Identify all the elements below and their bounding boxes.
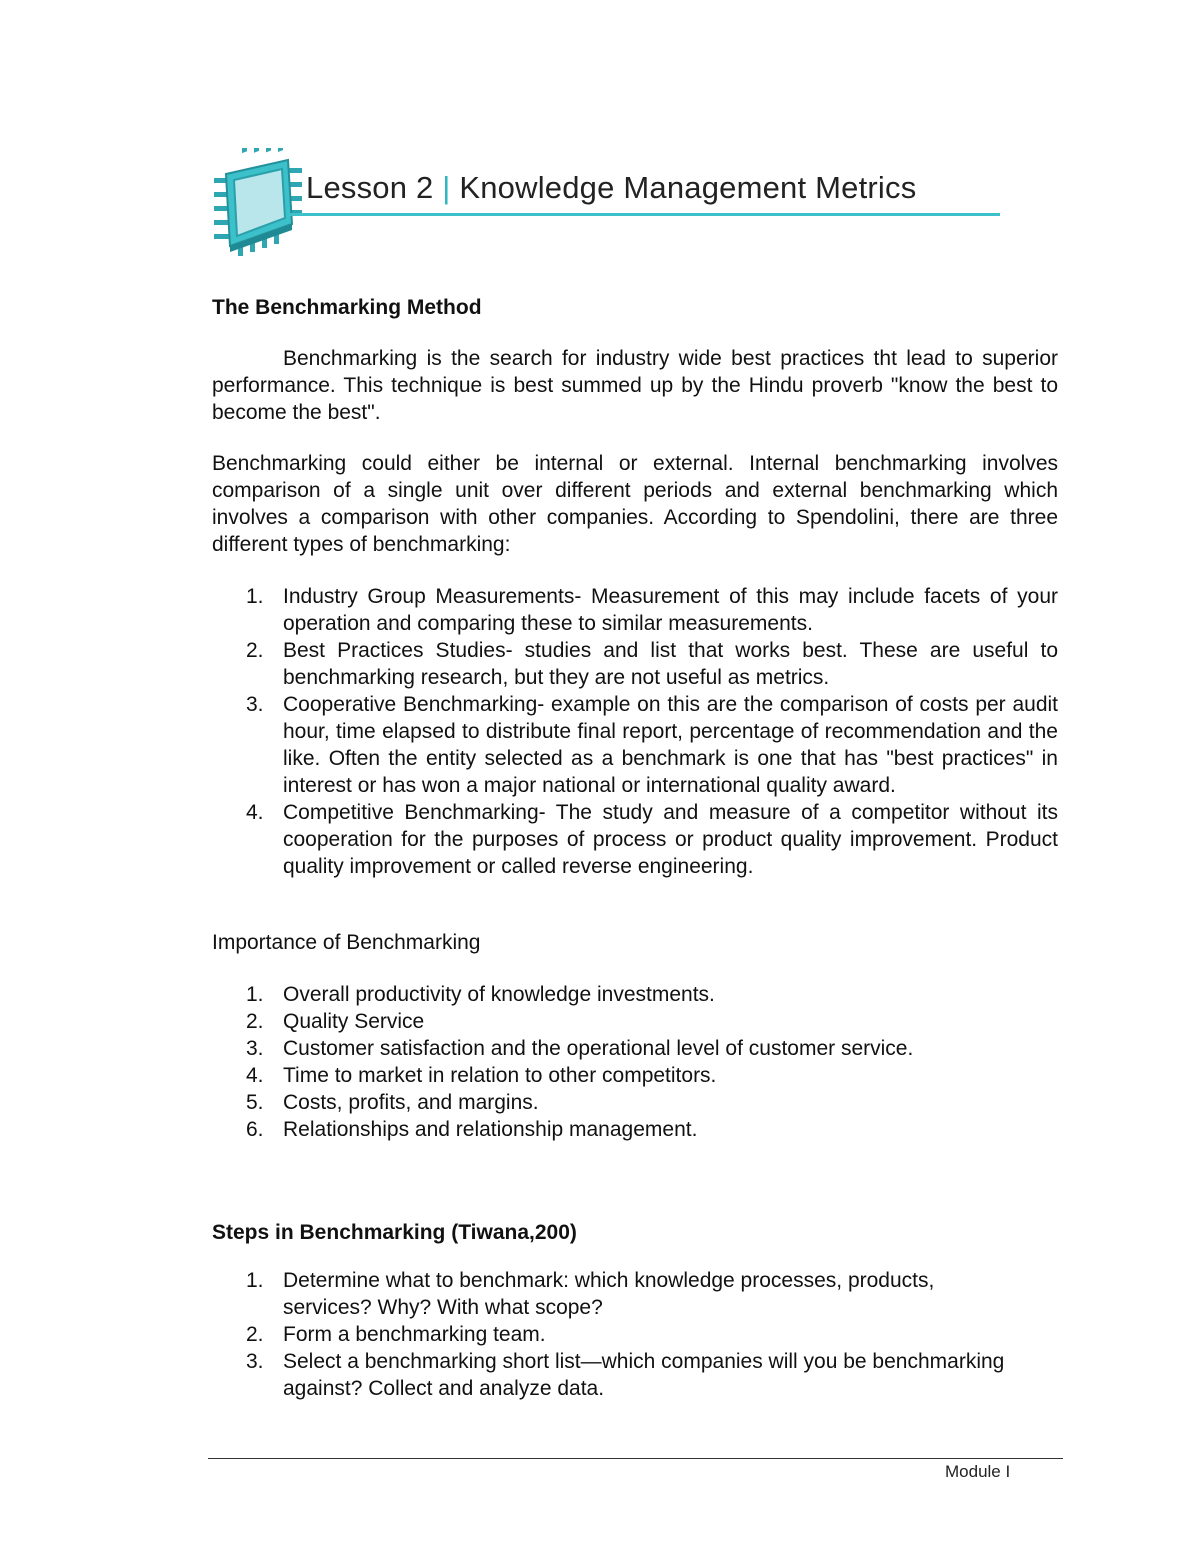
list-item: 4. Competitive Benchmarking- The study and measure of a competitor without its cooperation for the purposes of process or product quality improvement. Product quality improvement or called reverse engineering. <box>246 801 1058 878</box>
processor-chip-icon <box>212 148 304 260</box>
list-item: 5. Costs, profits, and margins. <box>246 1091 539 1114</box>
steps-list <box>212 1267 1012 1402</box>
list-item: 3. Cooperative Benchmarking- example on this are the comparison of costs per audit hour, time elapsed to distribute final report, percentage of recommendation and the like. Often the entity selected as a benchmark is one that has "best practices" in interest or has won a major national or international quality award. <box>246 693 1058 797</box>
list-item: 3. Customer satisfaction and the operational level of customer service. <box>246 1037 914 1060</box>
title-separator: | <box>442 170 451 205</box>
list-item: 6. Relationships and relationship management. <box>246 1118 698 1141</box>
benchmarking-types-list <box>212 583 1058 880</box>
section-heading-steps: Steps in Benchmarking (Tiwana,200) <box>212 1221 577 1244</box>
footer-rule <box>208 1458 1063 1459</box>
list-item: 4. Time to market in relation to other competitors. <box>246 1064 717 1087</box>
importance-list <box>212 981 1058 1143</box>
paragraph-benchmarking-types-intro: Benchmarking could either be internal or external. Internal benchmarking involves comparison of a single unit over different periods and external benchmarking which involves a comparison with other companies. According to Spendolini, there are three different types of benchmarking: <box>212 452 1058 556</box>
paragraph-benchmarking-definition: Benchmarking is the search for industry wide best practices tht lead to superior performance. This technique is best summed up by the Hindu proverb "know the best to become the best". <box>212 347 1058 424</box>
footer-module-label: Module I <box>945 1462 1011 1481</box>
list-item: 2. Form a benchmarking team. <box>246 1323 546 1346</box>
lesson-label: Lesson 2 <box>306 170 434 205</box>
list-item: 1. Overall productivity of knowledge investments. <box>246 983 715 1006</box>
list-item: 1. Determine what to benchmark: which knowledge processes, products, services? Why? With what scope? <box>246 1269 935 1319</box>
lesson-name: Knowledge Management Metrics <box>459 170 917 205</box>
lesson-title <box>306 170 916 206</box>
section-heading-benchmarking-method: The Benchmarking Method <box>212 296 482 319</box>
list-item: 2. Quality Service <box>246 1010 425 1033</box>
title-underline <box>290 213 1000 216</box>
list-item: 3. Select a benchmarking short list—which companies will you be benchmarking against? Collect and analyze data. <box>246 1350 1005 1400</box>
list-item: 2. Best Practices Studies- studies and list that works best. These are useful to benchmarking research, but they are not useful as metrics. <box>246 639 1058 689</box>
section-heading-importance: Importance of Benchmarking <box>212 931 481 954</box>
list-item: 1. Industry Group Measurements- Measurement of this may include facets of your operation and comparing these to similar measurements. <box>246 585 1058 635</box>
